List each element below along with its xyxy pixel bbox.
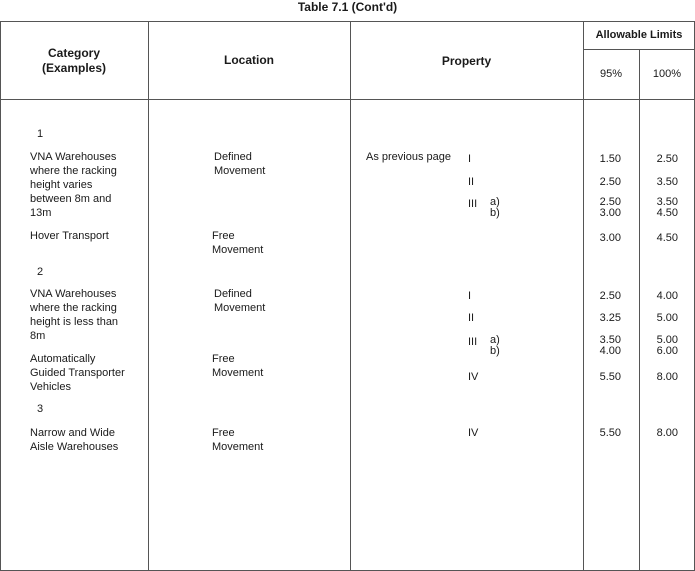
- category-line: Narrow and Wide: [30, 427, 115, 439]
- category-header-line1: Category: [47, 46, 100, 60]
- location-line: Movement: [212, 367, 264, 379]
- property-class: III: [468, 198, 478, 210]
- category-line: 13m: [30, 207, 52, 219]
- property-note: As previous page: [366, 151, 451, 163]
- value-95: 5.50: [599, 371, 621, 383]
- property-class: III: [468, 336, 478, 348]
- location-value: [212, 352, 263, 380]
- category-line: height varies: [30, 179, 93, 191]
- property-class: IV: [468, 427, 479, 439]
- value-100: 5.00: [656, 312, 678, 324]
- location-line: Defined: [214, 288, 252, 300]
- location-line: Free: [212, 230, 235, 242]
- col-divider-100: [639, 49, 640, 571]
- category-line: where the racking: [30, 165, 117, 177]
- col-divider-property: [350, 21, 351, 571]
- value-100-a: 3.50: [656, 196, 678, 208]
- category-line: Automatically: [30, 353, 96, 365]
- property-class: II: [468, 176, 475, 188]
- category-line: 8m: [30, 330, 46, 342]
- location-value: [212, 426, 263, 454]
- property-class: I: [468, 290, 472, 302]
- location-line: Movement: [214, 302, 266, 314]
- subclass-b: b): [490, 345, 500, 357]
- property-class: IV: [468, 371, 479, 383]
- category-line: Guided Transporter: [30, 367, 125, 379]
- value-100: 8.00: [656, 371, 678, 383]
- property-class: II: [468, 312, 475, 324]
- value-100: 2.50: [656, 153, 678, 165]
- category-line: where the racking: [30, 302, 117, 314]
- group-number: 1: [37, 128, 44, 140]
- value-100-b: 4.50: [656, 207, 678, 219]
- category-line: height is less than: [30, 316, 119, 328]
- value-100: 3.50: [656, 176, 678, 188]
- value-100-b: 6.00: [656, 345, 678, 357]
- property-subclass: [490, 335, 500, 357]
- category-name: [30, 150, 117, 220]
- value-95: 3.25: [599, 312, 621, 324]
- category-name: [30, 426, 118, 454]
- location-line: Movement: [214, 165, 266, 177]
- value-95: 3.00: [599, 232, 621, 244]
- location-line: Defined: [214, 151, 252, 163]
- value-100: 8.00: [656, 427, 678, 439]
- location-line: Free: [212, 353, 235, 365]
- category-header-line2: (Examples): [41, 61, 107, 75]
- col-divider-location: [148, 21, 149, 571]
- header-bottom-border: [0, 99, 695, 100]
- category-line: Aisle Warehouses: [30, 441, 119, 453]
- pct100-header: 100%: [652, 68, 682, 80]
- value-95: [583, 197, 621, 219]
- location-line: Free: [212, 427, 235, 439]
- location-value: [214, 287, 265, 315]
- value-100: [639, 197, 678, 219]
- property-header: Property: [441, 54, 492, 68]
- value-95: 2.50: [599, 290, 621, 302]
- category-name: [30, 229, 109, 243]
- category-line: Vehicles: [30, 381, 71, 393]
- value-95: 1.50: [599, 153, 621, 165]
- category-line: between 8m and: [30, 193, 112, 205]
- category-name: [30, 287, 118, 343]
- subclass-a: a): [490, 196, 500, 208]
- table-top-border: [0, 21, 695, 22]
- subclass-b: b): [490, 207, 500, 219]
- location-line: Movement: [212, 244, 264, 256]
- value-95-b: 4.00: [599, 345, 621, 357]
- value-100: 4.50: [656, 232, 678, 244]
- value-100: 4.00: [656, 290, 678, 302]
- category-name: [30, 352, 125, 394]
- value-95: 5.50: [599, 427, 621, 439]
- location-header: Location: [224, 53, 274, 67]
- location-value: [214, 150, 265, 178]
- location-value: [212, 229, 263, 257]
- value-95-b: 3.00: [599, 207, 621, 219]
- subclass-a: a): [490, 334, 500, 346]
- group-number: 2: [37, 266, 44, 278]
- category-line: VNA Warehouses: [30, 151, 117, 163]
- value-95: 2.50: [599, 176, 621, 188]
- group-number: 3: [37, 403, 44, 415]
- pct95-header: 95%: [599, 68, 623, 80]
- property-subclass: [490, 197, 500, 219]
- category-header: [0, 46, 148, 76]
- table-title: Table 7.1 (Cont'd): [297, 0, 398, 14]
- category-line: VNA Warehouses: [30, 288, 117, 300]
- value-95: [583, 335, 621, 357]
- value-95-a: 3.50: [599, 334, 621, 346]
- location-line: Movement: [212, 441, 264, 453]
- category-line: Hover Transport: [30, 230, 109, 242]
- table-left-border: [0, 21, 1, 571]
- value-95-a: 2.50: [599, 196, 621, 208]
- value-100-a: 5.00: [656, 334, 678, 346]
- value-100: [639, 335, 678, 357]
- allowable-limits-header: Allowable Limits: [595, 29, 683, 41]
- property-class: I: [468, 153, 472, 165]
